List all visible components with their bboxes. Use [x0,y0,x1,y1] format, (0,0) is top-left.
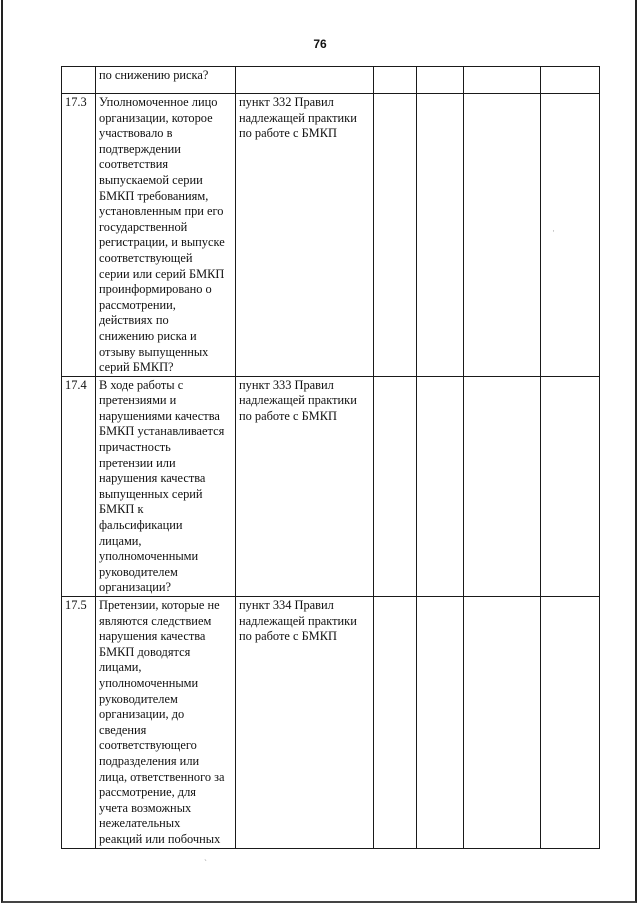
reference-cell: пункт 332 Правил надлежащей практики по работе с БМКП [236,94,374,377]
answer-cell [417,67,464,94]
answer-cell [464,376,541,596]
table-row [62,376,600,596]
table-row [62,67,600,94]
answer-cell [417,597,464,849]
note-cell [541,376,600,596]
reference-cell: пункт 333 Правил надлежащей практики по работе с БМКП [236,376,374,596]
table-row [62,94,600,377]
row-number: 17.3 [62,94,96,377]
note-cell [541,94,600,377]
note-cell [541,597,600,849]
page-number: 76 [313,37,327,51]
answer-cell [374,94,417,377]
answer-cell [464,94,541,377]
answer-cell [374,67,417,94]
question-cell: по снижению риска? [96,67,236,94]
row-number: 17.4 [62,376,96,596]
answer-cell [374,597,417,849]
reference-cell [236,67,374,94]
question-cell: Уполномоченное лицо организации, которое участвовало в подтверждении соответствия выпускаемой серии БМКП требованиям, установленным при его государственной регистрации, и выпуске соответствующей серии или серий БМКП проинформировано о рассмотрении, действиях по снижению риска и отзыву выпущенных серий БМКП? [96,94,236,377]
row-number: 17.5 [62,597,96,849]
answer-cell [417,376,464,596]
row-number [62,67,96,94]
answer-cell [374,376,417,596]
question-cell: Претензии, которые не являются следствием нарушения качества БМКП доводятся лицами, уполномоченными руководителем организации, до сведения соответствующего подразделения или лица, ответственного за рассмотрение, для учета возможных нежелательных реакций или побочных [96,597,236,849]
answer-cell [464,597,541,849]
scan-speck: · [552,226,555,236]
reference-cell: пункт 334 Правил надлежащей практики по работе с БМКП [236,597,374,849]
answer-cell [417,94,464,377]
checklist-table [61,66,600,849]
scan-speck: ` [204,858,207,868]
note-cell [541,67,600,94]
table-row [62,597,600,849]
answer-cell [464,67,541,94]
question-cell: В ходе работы с претензиями и нарушениями качества БМКП устанавливается причастность претензии или нарушения качества выпущенных серий БМКП к фальсификации лицами, уполномоченными руководителем организации? [96,376,236,596]
